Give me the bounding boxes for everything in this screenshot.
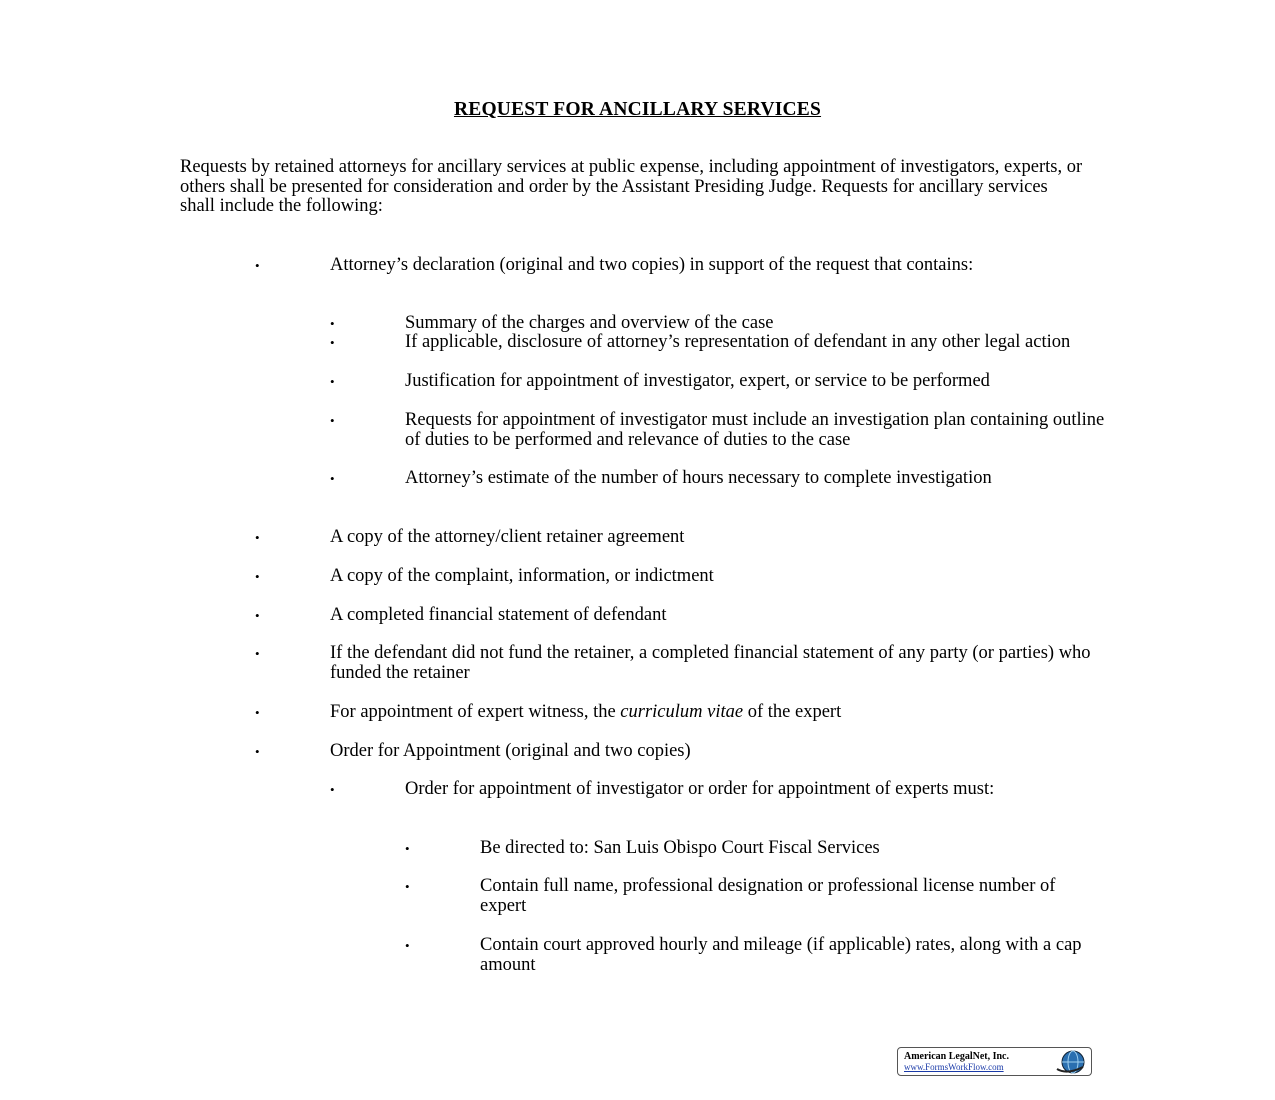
list-item-expert [330,703,1105,723]
bullet-icon: • [255,705,260,720]
bullet-icon: • [405,938,410,953]
bullet-icon: • [255,744,260,759]
document-title: REQUEST FOR ANCILLARY SERVICES [453,99,822,120]
sub-list-item: Summary of the charges and overview of the case [405,313,774,333]
globe-icon [1053,1049,1089,1075]
bullet-icon: • [255,530,260,545]
bullet-icon: • [330,374,335,389]
sub-list-item: Requests for appointment of investigator must include an investigation plan containing outline of duties to be performed and relevance of duties to the case [405,410,1105,450]
list-item-order: Order for Appointment (original and two copies) [330,741,691,761]
logo-url-link[interactable]: www.FormsWorkFlow.com [904,1062,1004,1072]
sub-sub-list-item: Contain court approved hourly and mileage (if applicable) rates, along with a cap amount [480,935,1082,975]
sub-sub-list-item: Contain full name, professional designation or professional license number of expert [480,876,1056,916]
sub-list-item: Attorney’s estimate of the number of hours necessary to complete investigation [405,468,992,488]
sub-list-item: Justification for appointment of investigator, expert, or service to be performed [405,371,990,391]
list-item-financial: A completed financial statement of defendant [330,605,667,625]
bullet-icon: • [255,258,260,273]
bullet-icon: • [330,782,335,797]
bullet-icon: • [330,413,335,428]
bullet-icon: • [330,335,335,350]
expert-text-cv: curriculum vitae [620,702,744,722]
logo-company-name: American LegalNet, Inc. [904,1051,1009,1062]
sub-list-item: If applicable, disclosure of attorney’s representation of defendant in any other legal action [405,332,1071,352]
bullet-icon: • [405,879,410,894]
sub-list-item: Order for appointment of investigator or order for appointment of experts must: [405,779,995,799]
bullet-icon: • [255,569,260,584]
bullet-icon: • [405,841,410,856]
list-item-declaration: Attorney’s declaration (original and two copies) in support of the request that contains: [330,255,974,275]
expert-text-post: of the expert [743,702,842,722]
bullet-icon: • [330,471,335,486]
list-item-funded: If the defendant did not fund the retainer, a completed financial statement of any party (or parties) who funded the retainer [330,643,1091,683]
sub-sub-list-item: Be directed to: San Luis Obispo Court Fiscal Services [480,838,880,858]
bullet-icon: • [255,608,260,623]
expert-text-pre: For appointment of expert witness, the [330,702,621,722]
bullet-icon: • [255,646,260,661]
list-item-complaint: A copy of the complaint, information, or indictment [330,566,714,586]
american-legalnet-logo[interactable] [897,1047,1092,1076]
intro-paragraph: Requests by retained attorneys for ancillary services at public expense, including appointment of investigators, experts, or others shall be presented for consideration and order by the Assistant Presiding Judge. Requests for ancillary services shall include the following: [180,157,1083,217]
list-item-retainer: A copy of the attorney/client retainer agreement [330,527,685,547]
bullet-icon: • [330,316,335,331]
